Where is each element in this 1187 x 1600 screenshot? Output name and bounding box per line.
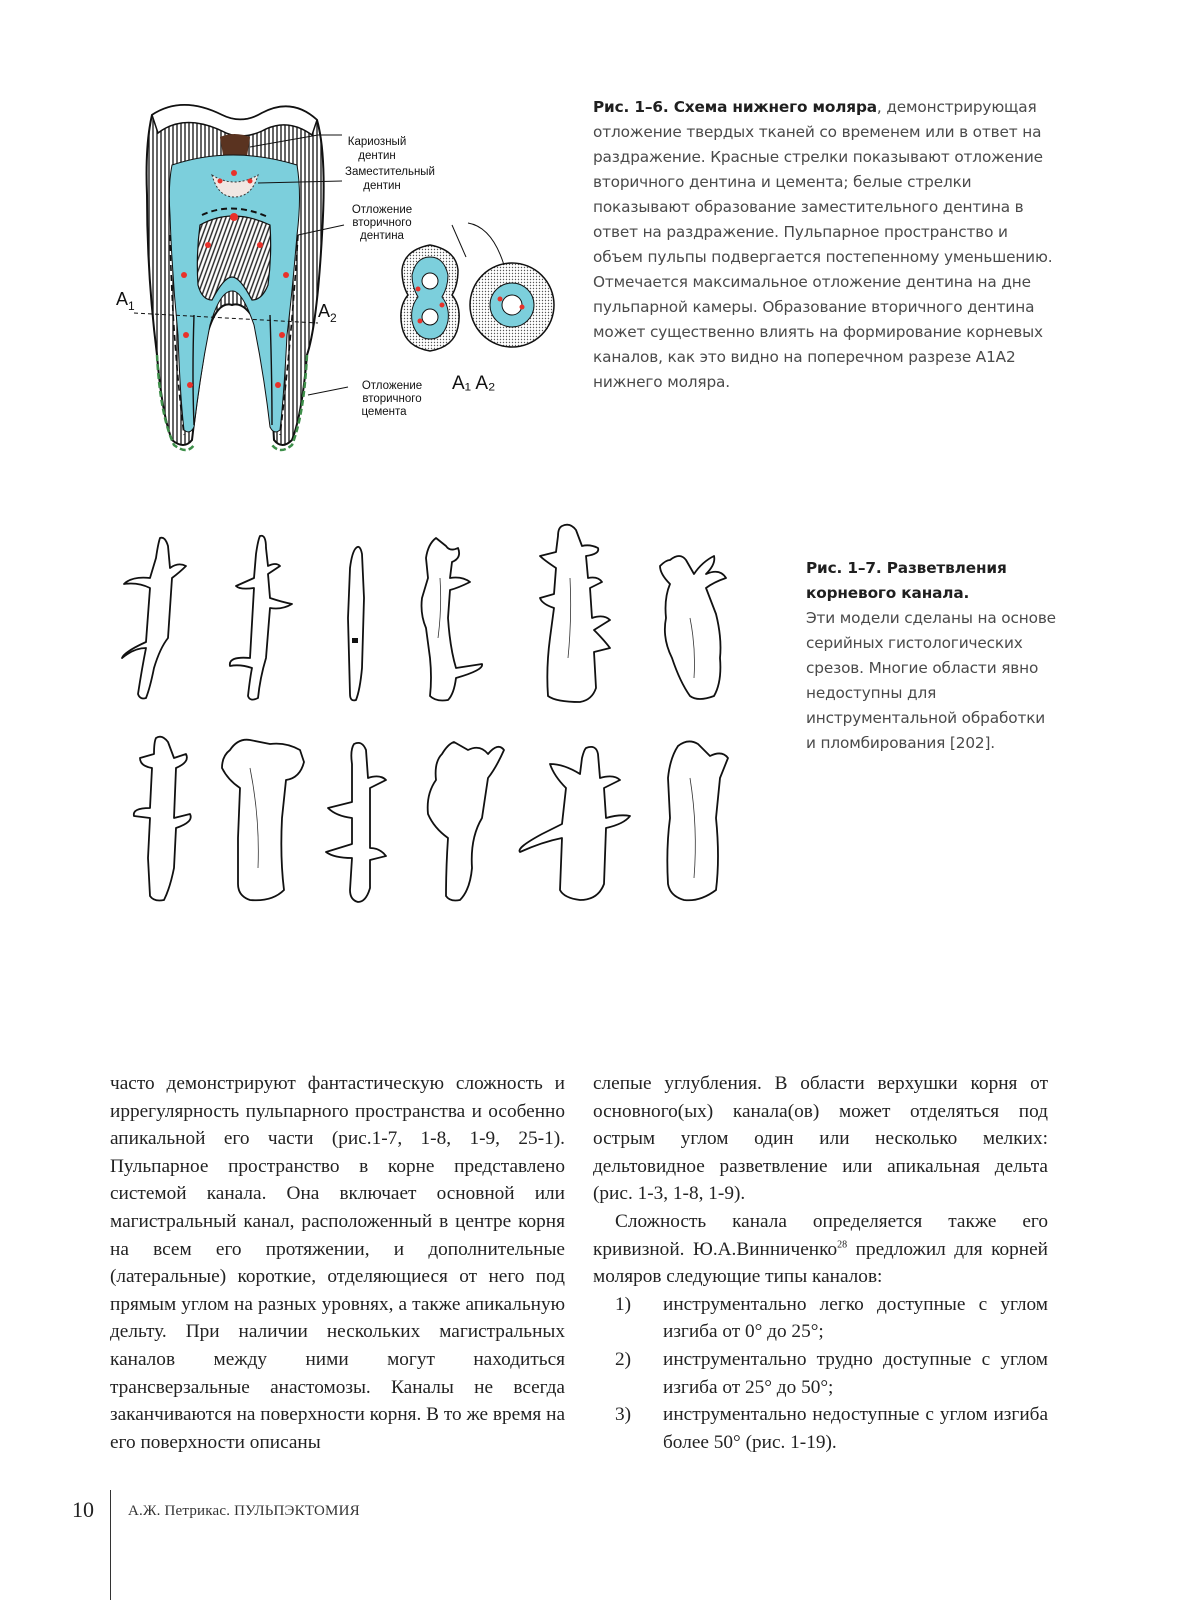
footer-divider <box>110 1490 111 1600</box>
body-right-column <box>593 1070 1048 1456</box>
body-left-paragraph: часто демонстрируют фантастическую сложность и иррегулярность пульпарного пространства и особенно апикальной его части (рис.1-7, 1-8, 1-9, 25-1). Пульпарное пространство в корне представлено системой канала. Она включает основной или магистральный канал, расположенный в центре корня на всем его протяжении, и дополнительные (латеральные) короткие, отделяющиеся от него под прямым углом на разных уровнях, а также апикальную дельту. При наличии нескольких магистральных каналов между ними могут находиться трансверзальные анастомозы. Каналы не всегда заканчиваются на поверхности корня. В то же время на его поверхности описаны <box>110 1073 565 1453</box>
figure-1-7-root-canal-models <box>110 518 770 918</box>
label-carious-1: Кариозный <box>347 136 407 148</box>
canal-model-11 <box>519 747 630 900</box>
list-item-text: инструментально недоступные с углом изгиба более 50° (рис. 1-19). <box>663 1404 1048 1453</box>
list-item-number: 2) <box>615 1348 632 1370</box>
list-item-text: инструментально легко доступные с углом изгиба от 0° до 25°; <box>663 1293 1048 1343</box>
citation-superscript: 28 <box>837 1239 848 1251</box>
body-right-paragraph-1: слепые углубления. В области верхушки корня от основного(ых) канала(ов) может отделяться под острым углом один или несколько мелких: дельтовидное разветвление или апикальная дельта (рис. 1-3, 1-8, 1-9). <box>593 1073 1048 1205</box>
label-secondary-1: Отложение <box>351 204 413 216</box>
canal-model-12 <box>667 741 728 900</box>
figure-1-6-molar-diagram <box>112 95 562 465</box>
canal-model-2 <box>230 536 292 700</box>
canal-model-5 <box>540 525 610 702</box>
label-a1: $A_1$ <box>116 289 135 313</box>
label-cement-1: Отложение <box>361 380 423 392</box>
canal-model-4 <box>422 538 483 701</box>
canal-model-6 <box>660 556 726 699</box>
list-item <box>593 1346 1048 1401</box>
list-item-text: инструментально трудно доступные с углом изгиба от 25° до 50°; <box>663 1348 1048 1398</box>
canal-model-10 <box>428 742 504 901</box>
canal-model-7 <box>134 737 191 901</box>
body-left-column <box>110 1070 565 1456</box>
canal-model-3 <box>348 547 364 701</box>
cross-section-2 <box>470 263 554 347</box>
figure-1-7-caption-text: Эти модели сделаны на основе серийных гистологических срезов. Многие области явно недоступны для инструментальной обработки и пломбирования [202]. <box>806 609 1056 752</box>
list-item <box>593 1291 1048 1346</box>
figure-1-7-caption <box>806 556 1056 756</box>
figure-1-6-caption-text: , демонстрирующая отложение твердых тканей со временем или в ответ на раздражение. Красные стрелки показывают отложение вторичного дентина и цемента; белые стрелки показывают образование заместительного дентина в ответ на раздражение. Пульпарное пространство и объем пульпы подвергается постепенному уменьшению. Отмечается максимальное отложение дентина на дне пульпарной камеры. Образование вторичного дентина может существенно влиять на формирование корневых каналов, как это видно на поперечном разрезе А1А2 нижнего моляра. <box>593 98 1053 391</box>
list-item-number: 3) <box>615 1404 632 1426</box>
canal-model-8 <box>222 740 304 901</box>
figure-1-7-caption-title-2: корневого канала. <box>806 584 970 602</box>
figure-1-6-caption-title: Рис. 1–6. Схема нижнего моляра <box>593 98 877 116</box>
figure-1-7-caption-title-1: Рис. 1–7. Разветвления <box>806 559 1007 577</box>
page-number: 10 <box>72 1497 94 1522</box>
canal-model-1 <box>122 538 186 699</box>
figure-1-6-caption <box>593 95 1053 395</box>
label-cement-2: вторичного <box>362 393 422 405</box>
list-item-number: 1) <box>615 1293 632 1315</box>
running-head: А.Ж. Петрикас. ПУЛЬПЭКТОМИЯ <box>128 1503 360 1519</box>
label-secondary-2: вторичного <box>352 217 412 229</box>
label-cement-3: цемента <box>361 406 407 418</box>
canal-model-3-marker <box>352 638 358 643</box>
label-secondary-3: дентина <box>360 230 404 242</box>
label-carious-2: дентин <box>358 150 396 162</box>
label-a2: $A_2$ <box>318 301 337 325</box>
label-cross-a1a2: A₁ A₂ <box>452 373 496 394</box>
label-replacement-2: дентин <box>363 180 401 192</box>
canal-model-9 <box>326 743 386 902</box>
label-replacement-1: Заместительный <box>345 166 435 178</box>
body-right-paragraph-2: Сложность канала определяется также его кривизной. Ю.А.Винниченко$^{28}$ предложил для корней моляров следующие типы каналов: <box>593 1210 1049 1288</box>
cross-section-1 <box>401 245 459 351</box>
list-item <box>593 1401 1048 1456</box>
